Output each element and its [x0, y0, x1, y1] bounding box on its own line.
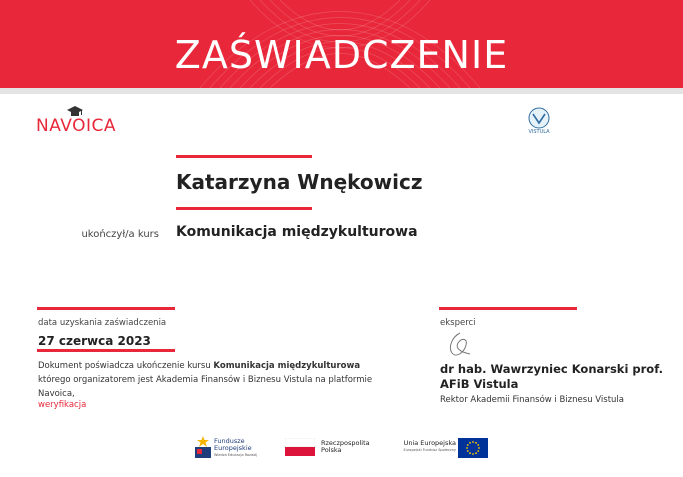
date-top-rule [37, 307, 175, 310]
european-funds-line1: Fundusze [214, 437, 245, 445]
certificate-title: ZAŚWIADCZENIE [174, 33, 509, 77]
certificate-description [38, 359, 383, 401]
vistula-logo-text: VISTULA [528, 129, 550, 135]
expert-name: dr hab. Wawrzyniec Konarski prof. AFiB Vistula [440, 362, 663, 391]
issue-date-value: 27 czerwca 2023 [38, 334, 151, 348]
name-top-rule [176, 155, 312, 158]
vistula-emblem-icon [522, 107, 556, 129]
signature-image [444, 331, 474, 359]
verification-link[interactable]: weryfikacja [38, 400, 87, 410]
header-banner [0, 0, 683, 88]
republic-of-poland-text [321, 440, 370, 454]
republic-of-poland-line2: Polska [321, 446, 342, 454]
european-union-text [388, 440, 456, 454]
name-bottom-rule [176, 207, 312, 210]
recipient-name: Katarzyna Wnękowicz [176, 170, 423, 194]
description-course-name: Komunikacja międzykulturowa [213, 361, 361, 371]
republic-of-poland-line1: Rzeczpospolita [321, 439, 370, 447]
issue-date-label: data uzyskania zaświadczenia [38, 318, 167, 328]
funding-logos-footer [0, 432, 683, 466]
european-union-line1: Unia Europejska [403, 439, 456, 447]
description-line-3: Navoica, [38, 389, 75, 399]
vistula-logo [522, 107, 556, 137]
description-line-1 [38, 359, 383, 373]
course-title: Komunikacja międzykulturowa [176, 224, 418, 240]
eu-flag-icon [458, 438, 488, 458]
european-funds-line2: Europejskie [214, 444, 252, 452]
description-line-1-text: Dokument poświadcza ukończenie kursu [38, 361, 214, 371]
date-bottom-rule [37, 349, 175, 352]
expert-role: Rektor Akademii Finansów i Biznesu Vistula [440, 395, 624, 405]
experts-top-rule [439, 307, 577, 310]
navoica-logo-text: NAVOICA [36, 116, 116, 136]
european-funds-subtitle: Wiedza Edukacja Rozwój [214, 453, 257, 457]
european-funds-icon [195, 436, 211, 458]
navoica-logo [36, 106, 146, 136]
experts-label: eksperci [440, 318, 476, 328]
european-funds-text [214, 438, 257, 459]
polish-flag-icon [285, 438, 315, 456]
completed-course-label: ukończył/a kurs [81, 229, 159, 240]
description-line-2: którego organizatorem jest Akademia Finansów i Biznesu Vistula na platformie [38, 375, 373, 385]
european-union-subtitle: Europejski Fundusz Społeczny [403, 448, 456, 452]
header-divider [0, 88, 683, 94]
